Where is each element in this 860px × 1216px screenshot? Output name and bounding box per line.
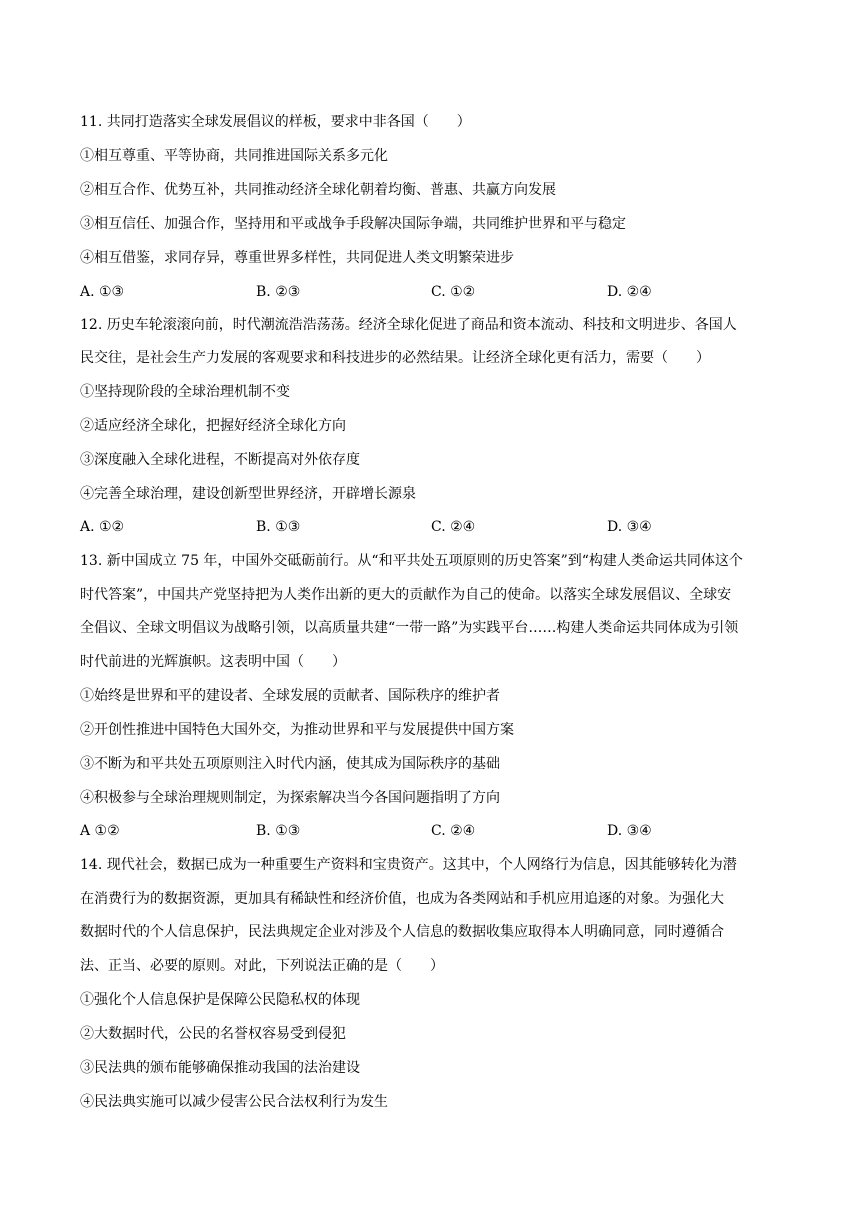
question-12-options [80, 515, 800, 539]
question-12-statement-2: ②适应经济全球化，把握好经济全球化方向 [80, 418, 346, 434]
question-13-stem-line-4: 时代前进的光辉旗帜。这表明中国（ ） [80, 654, 346, 670]
question-12-statement-1: ①坚持现阶段的全球治理机制不变 [80, 384, 290, 400]
question-11-statement-3: ③相互信任、加强合作，坚持用和平或战争手段解决国际争端，共同维护世界和平与稳定 [80, 216, 626, 232]
question-13-stem-line-2: 时代答案”，中国共产党坚持把为人类作出新的更大的贡献作为自己的使命。以落实全球发展倡议、全球安 [80, 587, 732, 603]
question-14-stem-line-4: 法、正当、必要的原则。对此，下列说法正确的是（ ） [80, 958, 444, 974]
question-11-options [80, 280, 800, 304]
question-11-option-d: D. ②④ [607, 284, 652, 300]
question-12-option-a: A. ①② [80, 519, 125, 535]
question-12-stem-line-2: 民交往，是社会生产力发展的客观要求和科技进步的必然结果。让经济全球化更有活力，需要（ ） [80, 350, 710, 366]
question-13-stem-line-1: 13. 新中国成立 75 年，中国外交砥砺前行。从“和平共处五项原则的历史答案”到“构建人类命运共同体这个 [80, 553, 743, 569]
question-13-options [80, 819, 800, 843]
question-11-option-a: A. ①③ [80, 284, 125, 300]
question-12-stem-line-1: 12. 历史车轮滚滚向前，时代潮流浩浩荡荡。经济全球化促进了商品和资本流动、科技和文明进步、各国人 [80, 317, 737, 333]
question-14-statement-1: ①强化个人信息保护是保障公民隐私权的体现 [80, 992, 360, 1008]
question-13-option-d: D. ③④ [607, 823, 652, 839]
question-13-statement-1: ①始终是世界和平的建设者、全球发展的贡献者、国际秩序的维护者 [80, 688, 500, 704]
question-12-option-c: C. ②④ [431, 519, 476, 535]
question-13-option-c: C. ②④ [431, 823, 476, 839]
question-14-stem-line-2: 在消费行为的数据资源，更加具有稀缺性和经济价值，也成为各类网站和手机应用追逐的对象。为强化大 [80, 891, 724, 907]
question-14-stem-line-3: 数据时代的个人信息保护，民法典规定企业对涉及个人信息的数据收集应取得本人明确同意，同时遵循合 [80, 924, 724, 940]
question-11-option-b: B. ②③ [256, 284, 301, 300]
question-13-option-b: B. ①③ [256, 823, 301, 839]
question-12-statement-4: ④完善全球治理，建设创新型世界经济，开辟增长源泉 [80, 486, 416, 502]
question-11-option-c: C. ①② [431, 284, 476, 300]
question-11-statement-2: ②相互合作、优势互补，共同推动经济全球化朝着均衡、普惠、共赢方向发展 [80, 182, 556, 198]
question-11-statement-4: ④相互借鉴，求同存异，尊重世界多样性，共同促进人类文明繁荣进步 [80, 250, 514, 266]
question-13-option-a: A ①② [80, 823, 120, 839]
question-12-option-b: B. ①③ [256, 519, 301, 535]
question-14-statement-4: ④民法典实施可以减少侵害公民合法权利行为发生 [80, 1094, 388, 1110]
question-14-statement-3: ③民法典的颁布能够确保推动我国的法治建设 [80, 1060, 360, 1076]
question-14-statement-2: ②大数据时代，公民的名誉权容易受到侵犯 [80, 1026, 346, 1042]
question-11-statement-1: ①相互尊重、平等协商，共同推进国际关系多元化 [80, 148, 388, 164]
question-12-option-d: D. ③④ [607, 519, 652, 535]
question-11-stem-line-1: 11. 共同打造落实全球发展倡议的样板，要求中非各国（ ） [80, 114, 471, 130]
question-14-stem-line-1: 14. 现代社会，数据已成为一种重要生产资料和宝贵资产。这其中，个人网络行为信息，因其能够转化为潜 [80, 857, 737, 873]
question-12-statement-3: ③深度融入全球化进程，不断提高对外依存度 [80, 452, 360, 468]
question-13-statement-2: ②开创性推进中国特色大国外交，为推动世界和平与发展提供中国方案 [80, 722, 514, 738]
question-13-statement-3: ③不断为和平共处五项原则注入时代内涵，使其成为国际秩序的基础 [80, 756, 500, 772]
question-13-statement-4: ④积极参与全球治理规则制定，为探索解决当今各国问题指明了方向 [80, 790, 500, 806]
question-13-stem-line-3: 全倡议、全球文明倡议为战略引领，以高质量共建“一带一路”为实践平台……构建人类命运共同体成为引领 [80, 620, 739, 636]
